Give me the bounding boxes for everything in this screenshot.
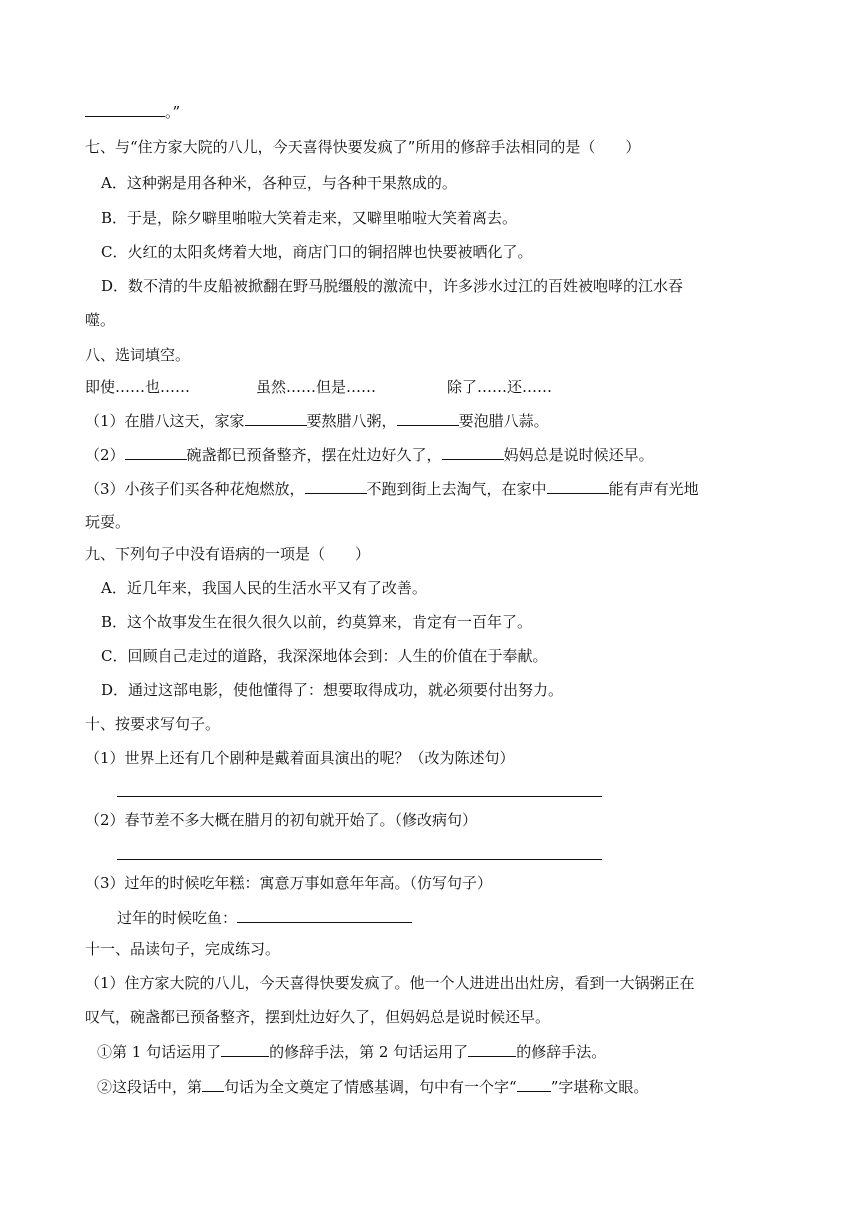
q10-sentence-3: （3）过年的时候吃年糕：寓意万事如意年年高。（仿写句子） — [85, 874, 493, 892]
q10-sentence-1: （1）世界上还有几个剧种是戴着面具演出的呢？（改为陈述句） — [85, 749, 515, 767]
q8-word-1: 即使……也…… — [85, 378, 191, 396]
answer-blank[interactable] — [397, 409, 459, 426]
q9-option-d[interactable]: D．通过这部电影，使他懂得了：想要取得成功，就必须要付出努力。 — [101, 681, 564, 699]
q9-stem: 九、下列句子中没有语病的一项是（ ） — [85, 545, 371, 563]
q8-word-2: 虽然……但是…… — [256, 378, 377, 396]
answer-blank[interactable] — [468, 1040, 516, 1057]
q10-title: 十、按要求写句子。 — [85, 715, 221, 733]
q11-title: 十一、品读句子，完成练习。 — [85, 940, 281, 958]
q10-sentence-3-prompt: 过年的时候吃鱼： — [117, 906, 412, 929]
q11-passage-line-1: （1）住方家大院的八儿，今天喜得快要发疯了。他一个人进进出出灶房，看到一大锅粥正在 — [85, 974, 695, 992]
q7-option-b[interactable]: B．于是，除夕噼里啪啦大笑着走来，又噼里啪啦大笑着离去。 — [101, 209, 518, 227]
q10-sentence-2: （2）春节差不多大概在腊月的初旬就开始了。（修改病句） — [85, 811, 478, 829]
q9-option-a[interactable]: A．近几年来，我国人民的生活水平又有了改善。 — [101, 579, 427, 597]
q8-sentence-3-cont: 玩耍。 — [85, 513, 131, 531]
top-fragment-text: 。” — [165, 103, 181, 121]
q7-option-a[interactable]: A．这种粥是用各种米，各种豆，与各种干果熬成的。 — [101, 174, 457, 192]
answer-blank[interactable] — [202, 1075, 224, 1092]
q7-option-c[interactable]: C．火红的太阳炙烤着大地，商店门口的铜招牌也快要被晒化了。 — [101, 243, 533, 261]
q11-passage-line-2: 叹气，碗盏都已预备整齐，摆到灶边好久了，但妈妈总是说时候还早。 — [85, 1008, 551, 1026]
answer-line[interactable] — [117, 796, 602, 797]
q8-word-3: 除了……还…… — [447, 378, 553, 396]
answer-blank[interactable] — [237, 906, 412, 923]
top-fragment-line — [85, 100, 180, 123]
q8-sentence-3: （3）小孩子们买各种花炮燃放， 不跑到街上去淘气，在家中 能有声有光地 — [85, 477, 699, 500]
q8-title: 八、选词填空。 — [85, 346, 191, 364]
answer-blank[interactable] — [125, 443, 187, 460]
answer-blank[interactable] — [85, 100, 165, 117]
q9-option-b[interactable]: B．这个故事发生在很久很久以前，约莫算来，肯定有一百年了。 — [101, 613, 533, 631]
q7-stem: 七、与“住方家大院的八儿，今天喜得快要发疯了”所用的修辞手法相同的是（ ） — [85, 138, 641, 156]
answer-blank[interactable] — [245, 409, 307, 426]
q11-question-1: ①第 1 句话运用了 的修辞手法，第 2 句话运用了 的修辞手法。 — [97, 1040, 606, 1063]
q9-option-c[interactable]: C．回顾自己走过的道路，我深深地体会到：人生的价值在于奉献。 — [101, 647, 548, 665]
answer-blank[interactable] — [442, 443, 504, 460]
q7-option-d[interactable]: D．数不清的牛皮船被掀翻在野马脱缰般的激流中，许多涉水过江的百姓被咆哮的江水吞 — [101, 277, 684, 295]
q8-sentence-1: （1）在腊八这天，家家 要熬腊八粥， 要泡腊八蒜。 — [85, 409, 549, 432]
answer-blank[interactable] — [221, 1040, 269, 1057]
q8-sentence-2: （2） 碗盏都已预备整齐，摆在灶边好久了， 妈妈总是说时候还早。 — [85, 443, 654, 466]
answer-blank[interactable] — [517, 1075, 551, 1092]
q11-question-2: ②这段话中，第 句话为全文奠定了情感基调，句中有一个字“ ”字堪称文眼。 — [97, 1075, 648, 1098]
q7-option-d-cont: 噬。 — [85, 311, 116, 329]
answer-blank[interactable] — [305, 477, 367, 494]
answer-line[interactable] — [117, 859, 602, 860]
answer-blank[interactable] — [547, 477, 609, 494]
